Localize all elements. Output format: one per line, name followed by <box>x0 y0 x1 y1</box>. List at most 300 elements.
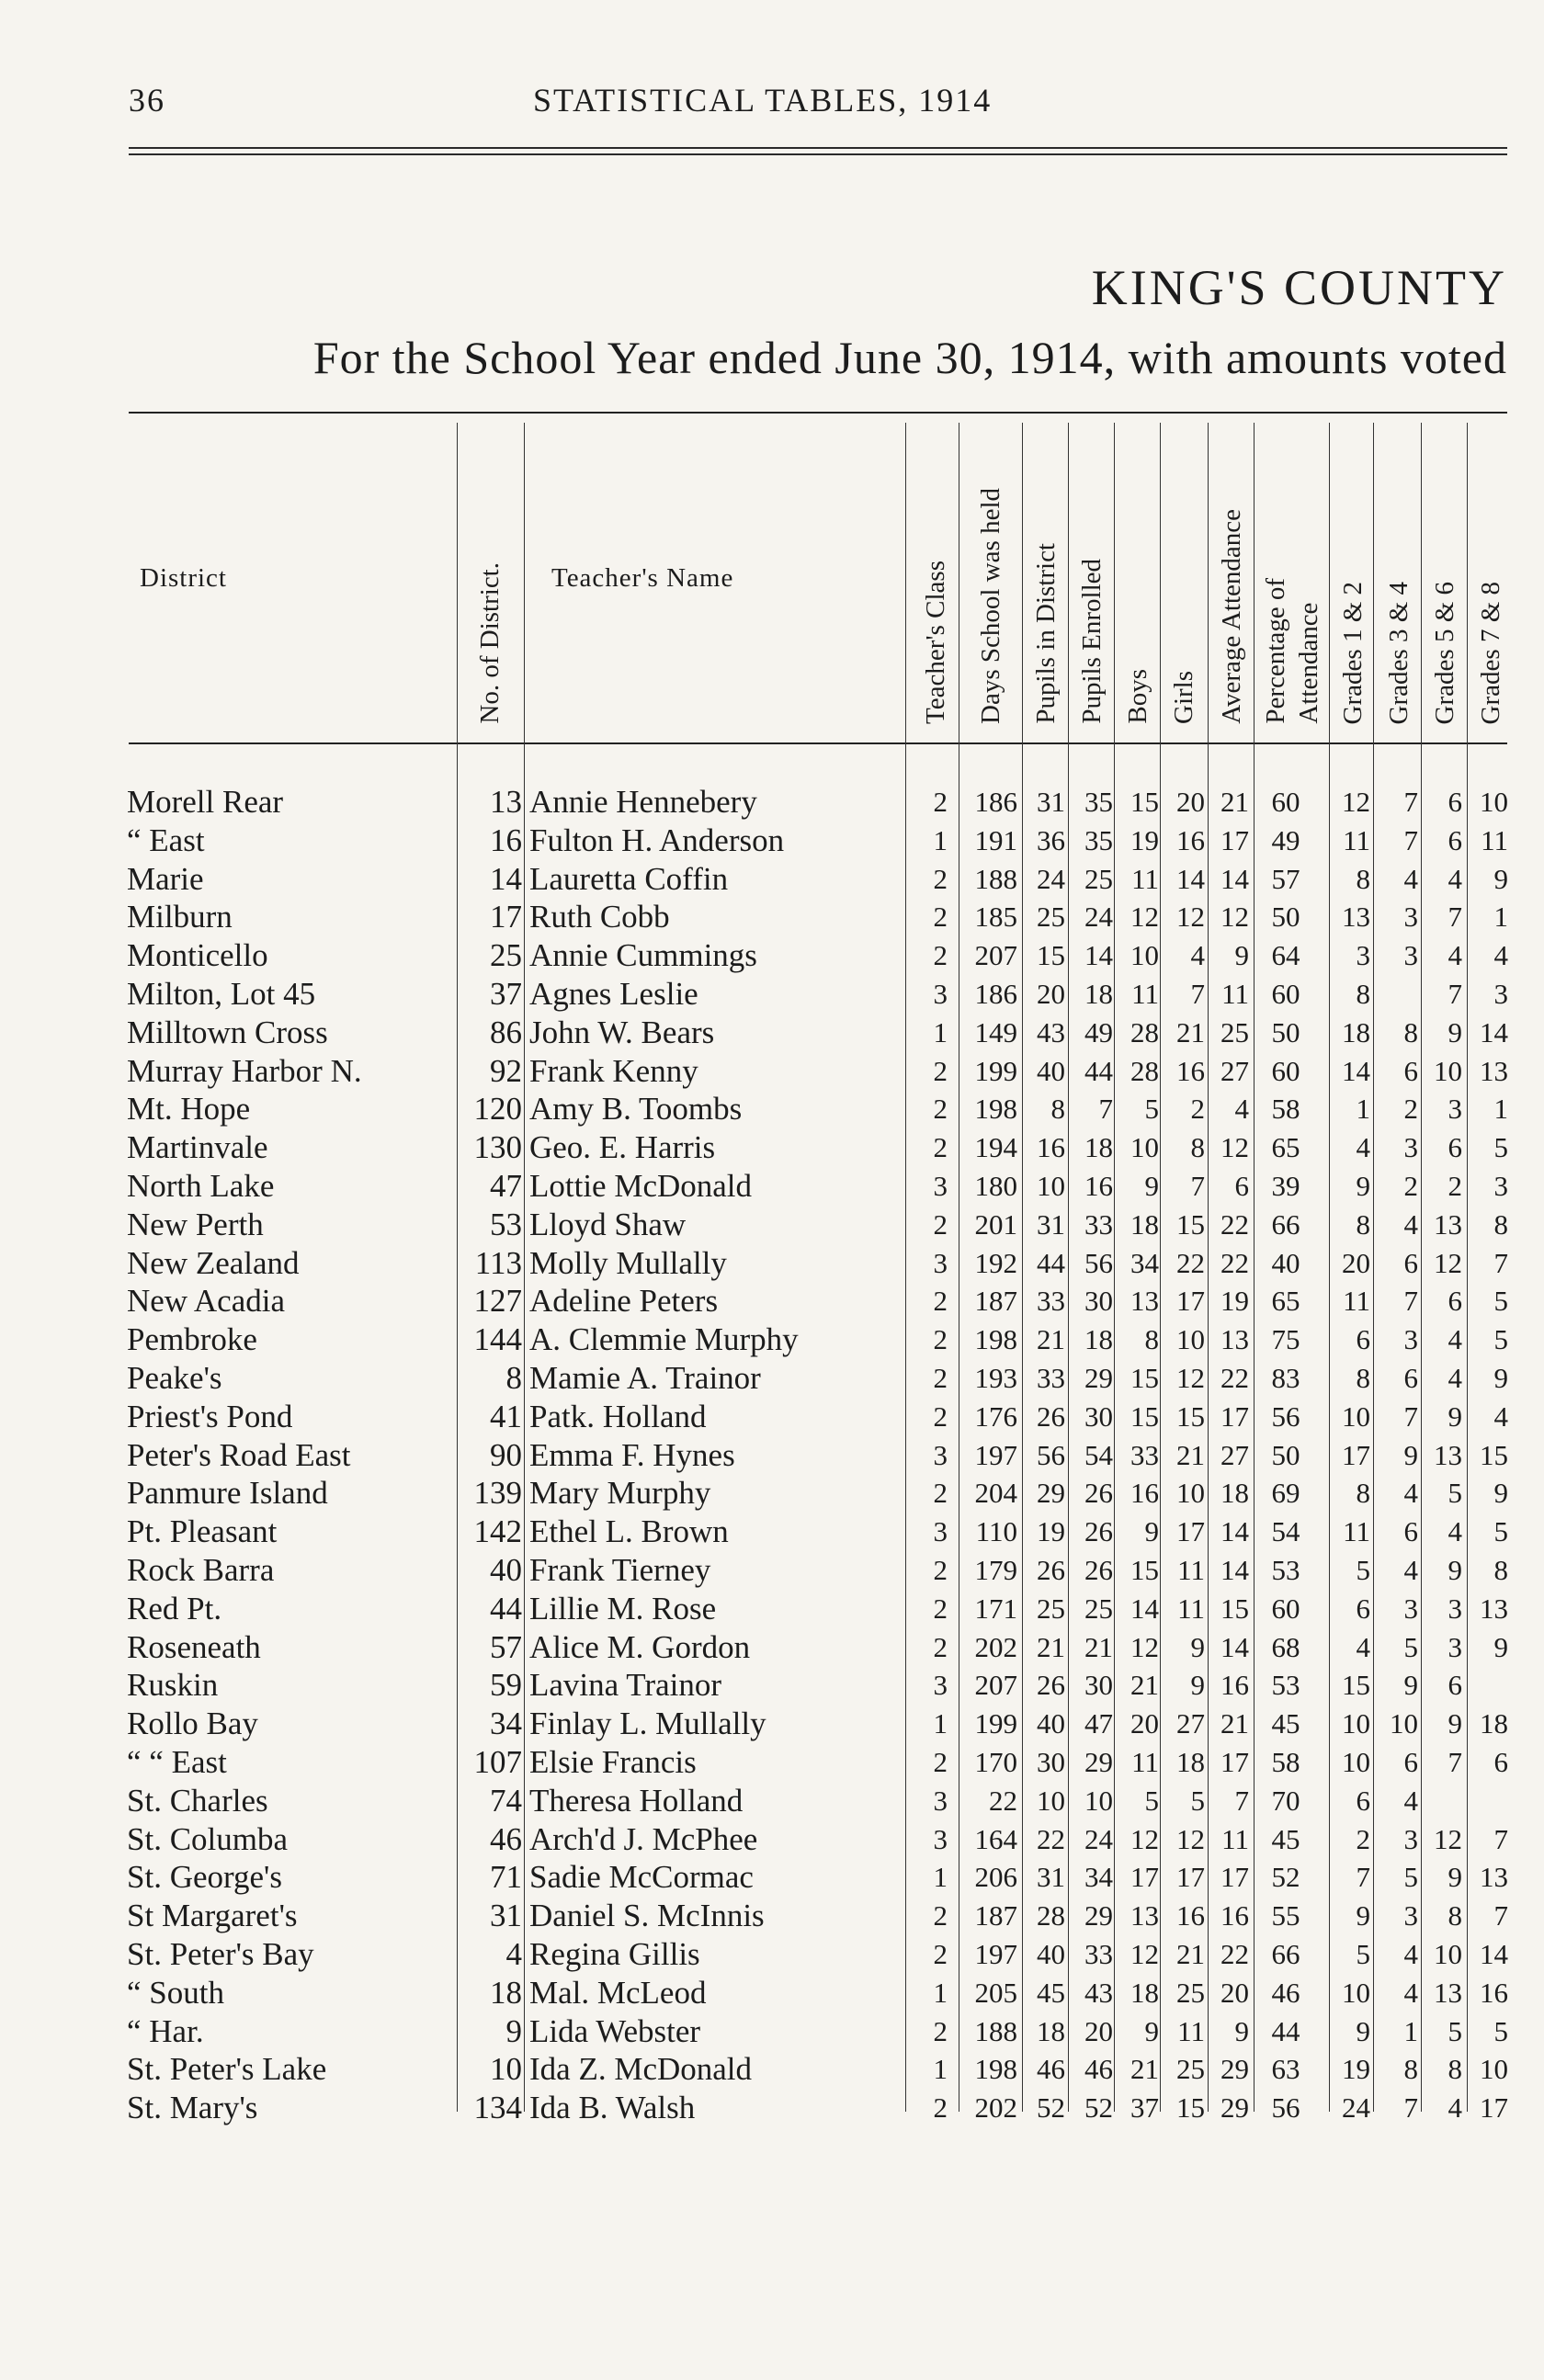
grades-7-8-cell: 17 <box>1480 2091 1508 2125</box>
header-rule <box>129 147 1507 149</box>
district-number-cell: 74 <box>490 1782 522 1819</box>
grades-5-6-cell: 10 <box>1434 1938 1462 1970</box>
average-attendance-cell: 16 <box>1220 1899 1249 1932</box>
grades-5-6-cell: 7 <box>1448 978 1462 1010</box>
average-attendance-cell: 22 <box>1220 1246 1249 1279</box>
percentage-attendance-cell: 68 <box>1271 1630 1300 1663</box>
girls-cell: 8 <box>1190 1131 1205 1164</box>
table-row <box>0 2050 1544 2089</box>
grades-7-8-cell: 7 <box>1493 1899 1508 1932</box>
table-row <box>0 1244 1544 1283</box>
grades-7-8-cell: 4 <box>1493 939 1508 972</box>
boys-cell: 10 <box>1130 1131 1159 1164</box>
grades-1-2-cell: 17 <box>1342 1438 1370 1471</box>
district-cell: “ South <box>127 1974 224 2011</box>
pupils-in-district-cell: 21 <box>1037 1630 1065 1663</box>
pupils-enrolled-cell: 34 <box>1084 1861 1113 1894</box>
percentage-attendance-cell: 75 <box>1271 1323 1300 1356</box>
average-attendance-cell: 14 <box>1220 1554 1249 1586</box>
district-number-cell: 14 <box>490 860 522 897</box>
pupils-enrolled-cell: 46 <box>1084 2053 1113 2086</box>
days-held-cell: 193 <box>974 1362 1017 1394</box>
district-number-cell: 57 <box>490 1628 522 1665</box>
table-row <box>0 1167 1544 1206</box>
average-attendance-cell: 11 <box>1221 978 1249 1010</box>
boys-cell: 18 <box>1130 1207 1159 1241</box>
table-row <box>0 1359 1544 1398</box>
district-number-cell: 92 <box>490 1052 522 1089</box>
grades-7-8-cell: 13 <box>1480 1054 1508 1087</box>
grades-5-6-cell: 4 <box>1448 1362 1462 1394</box>
grades-3-4-cell: 4 <box>1403 1784 1418 1817</box>
grades-3-4-cell: 3 <box>1403 1899 1418 1932</box>
percentage-attendance-cell: 66 <box>1271 1207 1300 1241</box>
pupils-enrolled-cell: 56 <box>1084 1246 1113 1279</box>
running-title: STATISTICAL TABLES, 1914 <box>533 82 993 119</box>
teacher-class-cell: 3 <box>933 1438 948 1471</box>
girls-cell: 7 <box>1190 1170 1205 1202</box>
girls-cell: 15 <box>1176 1207 1205 1241</box>
grades-5-6-cell: 3 <box>1448 1093 1462 1126</box>
district-cell: Red Pt. <box>127 1590 222 1626</box>
district-cell: Milburn <box>127 899 233 935</box>
grades-5-6-cell: 8 <box>1448 2053 1462 2086</box>
percentage-attendance-cell: 63 <box>1271 2053 1300 2086</box>
grades-5-6-cell: 5 <box>1448 2014 1462 2047</box>
pupils-in-district-cell: 40 <box>1037 1938 1065 1970</box>
boys-cell: 18 <box>1130 1976 1159 2009</box>
days-held-cell: 204 <box>974 1477 1017 1510</box>
boys-cell: 21 <box>1130 2053 1159 2086</box>
percentage-attendance-cell: 54 <box>1271 1515 1300 1548</box>
pupils-in-district-cell: 15 <box>1037 939 1065 972</box>
grades-3-4-cell: 4 <box>1403 1477 1418 1510</box>
days-held-cell: 187 <box>974 1285 1017 1318</box>
teacher-class-cell: 2 <box>933 862 948 895</box>
grades-3-4-cell: 4 <box>1403 862 1418 895</box>
district-number-cell: 130 <box>473 1129 522 1166</box>
teacher-name-cell: Mamie A. Trainor <box>529 1360 761 1396</box>
boys-cell: 12 <box>1130 901 1159 934</box>
grades-3-4-cell: 4 <box>1403 1938 1418 1970</box>
pupils-enrolled-cell: 47 <box>1084 1707 1113 1740</box>
percentage-attendance-cell: 57 <box>1271 862 1300 895</box>
table-row <box>0 1474 1544 1513</box>
percentage-attendance-cell: 52 <box>1271 1861 1300 1894</box>
girls-cell: 12 <box>1176 1362 1205 1394</box>
pupils-in-district-cell: 26 <box>1037 1669 1065 1702</box>
boys-cell: 11 <box>1131 978 1159 1010</box>
grades-7-8-cell: 9 <box>1493 1362 1508 1394</box>
teacher-name-cell: A. Clemmie Murphy <box>529 1321 799 1358</box>
percentage-attendance-cell: 55 <box>1271 1899 1300 1932</box>
teacher-class-cell: 2 <box>933 1592 948 1625</box>
grades-3-4-cell: 7 <box>1403 823 1418 856</box>
district-cell: Roseneath <box>127 1628 261 1665</box>
grades-5-6-cell: 5 <box>1448 1477 1462 1510</box>
pupils-enrolled-cell: 30 <box>1084 1400 1113 1433</box>
grades-1-2-cell: 7 <box>1356 1861 1370 1894</box>
teacher-name-cell: Elsie Francis <box>529 1744 697 1780</box>
grades-3-4-cell: 4 <box>1403 1207 1418 1241</box>
average-attendance-cell: 19 <box>1220 1285 1249 1318</box>
page-number: 36 <box>129 82 165 119</box>
girls-cell: 15 <box>1176 2091 1205 2125</box>
average-attendance-cell: 12 <box>1220 901 1249 934</box>
header-rule-thin <box>129 153 1507 155</box>
district-number-cell: 120 <box>473 1091 522 1128</box>
girls-cell: 17 <box>1176 1861 1205 1894</box>
grades-3-4-cell: 5 <box>1403 1630 1418 1663</box>
percentage-attendance-cell: 60 <box>1271 1054 1300 1087</box>
grades-1-2-cell: 11 <box>1343 823 1370 856</box>
girls-cell: 16 <box>1176 1899 1205 1932</box>
grades-5-6-cell: 9 <box>1448 1400 1462 1433</box>
grades-7-8-cell: 5 <box>1493 1323 1508 1356</box>
pupils-in-district-cell: 19 <box>1037 1515 1065 1548</box>
district-number-cell: 46 <box>490 1820 522 1857</box>
grades-1-2-cell: 9 <box>1356 1170 1370 1202</box>
teacher-class-cell: 3 <box>933 1170 948 1202</box>
teacher-class-cell: 3 <box>933 1246 948 1279</box>
table-row <box>0 2012 1544 2051</box>
teacher-class-cell: 3 <box>933 1669 948 1702</box>
boys-cell: 16 <box>1130 1477 1159 1510</box>
girls-cell: 25 <box>1176 1976 1205 2009</box>
teacher-class-cell: 2 <box>933 901 948 934</box>
pupils-in-district-cell: 45 <box>1037 1976 1065 2009</box>
district-number-cell: 47 <box>490 1168 522 1204</box>
boys-cell: 12 <box>1130 1822 1159 1855</box>
pupils-in-district-cell: 18 <box>1037 2014 1065 2047</box>
district-cell: Pembroke <box>127 1321 257 1358</box>
days-held-cell: 202 <box>974 1630 1017 1663</box>
table-row <box>0 783 1544 822</box>
teacher-class-cell: 2 <box>933 1323 948 1356</box>
pupils-in-district-cell: 43 <box>1037 1015 1065 1048</box>
teacher-name-cell: Amy B. Toombs <box>529 1091 743 1128</box>
pupils-enrolled-cell: 18 <box>1084 1131 1113 1164</box>
teacher-class-cell: 2 <box>933 1362 948 1394</box>
boys-cell: 14 <box>1130 1592 1159 1625</box>
percentage-attendance-cell: 56 <box>1271 1400 1300 1433</box>
grades-3-4-cell: 6 <box>1403 1746 1418 1778</box>
grades-7-8-cell: 18 <box>1480 1707 1508 1740</box>
grades-1-2-cell: 10 <box>1342 1400 1370 1433</box>
table-subtitle: For the School Year ended June 30, 1914, with amounts voted <box>312 332 1507 383</box>
percentage-attendance-cell: 64 <box>1271 939 1300 972</box>
grades-1-2-cell: 14 <box>1342 1054 1370 1087</box>
pupils-enrolled-cell: 20 <box>1084 2014 1113 2047</box>
girls-cell: 11 <box>1177 1554 1205 1586</box>
pupils-in-district-cell: 8 <box>1050 1093 1065 1126</box>
boys-cell: 11 <box>1131 862 1159 895</box>
pupils-in-district-cell: 33 <box>1037 1362 1065 1394</box>
percentage-attendance-cell: 60 <box>1271 1592 1300 1625</box>
grades-7-8-cell: 5 <box>1493 1131 1508 1164</box>
days-held-cell: 149 <box>974 1015 1017 1048</box>
table-row <box>0 1935 1544 1974</box>
grades-5-6-cell: 12 <box>1434 1822 1462 1855</box>
column-header-district-label: District <box>140 563 227 593</box>
percentage-attendance-cell: 45 <box>1271 1707 1300 1740</box>
grades-5-6-cell: 6 <box>1448 1669 1462 1702</box>
grades-1-2-cell: 9 <box>1356 1899 1370 1932</box>
pupils-in-district-cell: 36 <box>1037 823 1065 856</box>
grades-3-4-cell: 9 <box>1403 1669 1418 1702</box>
district-cell: Peter's Road East <box>127 1436 351 1473</box>
pupils-enrolled-cell: 33 <box>1084 1938 1113 1970</box>
district-number-cell: 16 <box>490 822 522 858</box>
grades-1-2-cell: 4 <box>1356 1131 1370 1164</box>
average-attendance-cell: 17 <box>1220 823 1249 856</box>
grades-1-2-cell: 12 <box>1342 786 1370 818</box>
pupils-in-district-cell: 26 <box>1037 1554 1065 1586</box>
percentage-attendance-cell: 44 <box>1271 2014 1300 2047</box>
column-header-grades-5-6: Grades 5 & 6 <box>1430 581 1459 724</box>
girls-cell: 9 <box>1190 1669 1205 1702</box>
boys-cell: 5 <box>1144 1093 1159 1126</box>
boys-cell: 9 <box>1144 2014 1159 2047</box>
days-held-cell: 207 <box>974 939 1017 972</box>
teacher-class-cell: 2 <box>933 1630 948 1663</box>
table-row <box>0 1666 1544 1705</box>
grades-7-8-cell: 1 <box>1493 1093 1508 1126</box>
days-held-cell: 202 <box>974 2091 1017 2125</box>
district-number-cell: 8 <box>505 1360 522 1396</box>
average-attendance-cell: 14 <box>1220 1515 1249 1548</box>
grades-1-2-cell: 10 <box>1342 1976 1370 2009</box>
district-number-cell: 127 <box>473 1283 522 1320</box>
pupils-enrolled-cell: 21 <box>1084 1630 1113 1663</box>
girls-cell: 15 <box>1176 1400 1205 1433</box>
teacher-name-cell: John W. Bears <box>529 1014 715 1050</box>
percentage-attendance-cell: 58 <box>1271 1093 1300 1126</box>
pupils-enrolled-cell: 52 <box>1084 2091 1113 2125</box>
teacher-class-cell: 1 <box>933 823 948 856</box>
grades-5-6-cell: 7 <box>1448 1746 1462 1778</box>
table-row <box>0 1014 1544 1052</box>
grades-3-4-cell: 1 <box>1403 2014 1418 2047</box>
grades-1-2-cell: 10 <box>1342 1746 1370 1778</box>
teacher-name-cell: Ida Z. McDonald <box>529 2051 753 2088</box>
grades-5-6-cell: 12 <box>1434 1246 1462 1279</box>
boys-cell: 15 <box>1130 1554 1159 1586</box>
grades-5-6-cell: 3 <box>1448 1630 1462 1663</box>
grades-3-4-cell: 3 <box>1403 1131 1418 1164</box>
pupils-enrolled-cell: 25 <box>1084 1592 1113 1625</box>
table-row <box>0 1858 1544 1897</box>
district-number-cell: 37 <box>490 976 522 1012</box>
teacher-name-cell: Lavina Trainor <box>529 1667 722 1704</box>
district-cell: St. Charles <box>127 1782 268 1819</box>
average-attendance-cell: 14 <box>1220 862 1249 895</box>
boys-cell: 8 <box>1144 1323 1159 1356</box>
days-held-cell: 164 <box>974 1822 1017 1855</box>
grades-1-2-cell: 11 <box>1343 1285 1370 1318</box>
running-head <box>129 81 1507 127</box>
teacher-class-cell: 2 <box>933 1400 948 1433</box>
district-cell: St. Mary's <box>127 2090 258 2126</box>
grades-5-6-cell: 9 <box>1448 1861 1462 1894</box>
teacher-class-cell: 2 <box>933 1746 948 1778</box>
grades-5-6-cell: 4 <box>1448 1323 1462 1356</box>
grades-5-6-cell: 6 <box>1448 1285 1462 1318</box>
pupils-enrolled-cell: 18 <box>1084 978 1113 1010</box>
column-header-pupils-enrolled: Pupils Enrolled <box>1077 559 1107 724</box>
pupils-enrolled-cell: 24 <box>1084 1822 1113 1855</box>
district-cell: Milton, Lot 45 <box>127 976 316 1012</box>
district-cell: Rollo Bay <box>127 1706 258 1742</box>
grades-7-8-cell: 5 <box>1493 2014 1508 2047</box>
grades-1-2-cell: 9 <box>1356 2014 1370 2047</box>
pupils-in-district-cell: 24 <box>1037 862 1065 895</box>
table-row <box>0 936 1544 975</box>
grades-1-2-cell: 5 <box>1356 1554 1370 1586</box>
district-cell: Peake's <box>127 1360 222 1396</box>
teacher-class-cell: 2 <box>933 786 948 818</box>
teacher-name-cell: Patk. Holland <box>529 1398 707 1434</box>
boys-cell: 20 <box>1130 1707 1159 1740</box>
days-held-cell: 185 <box>974 901 1017 934</box>
grades-3-4-cell: 10 <box>1390 1707 1418 1740</box>
percentage-attendance-cell: 69 <box>1271 1477 1300 1510</box>
table-row <box>0 1282 1544 1320</box>
header-bottom-rule <box>129 742 1507 744</box>
days-held-cell: 110 <box>975 1515 1017 1548</box>
pupils-enrolled-cell: 30 <box>1084 1285 1113 1318</box>
pupils-enrolled-cell: 24 <box>1084 901 1113 934</box>
teacher-name-cell: Mary Murphy <box>529 1475 711 1512</box>
district-number-cell: 53 <box>490 1206 522 1242</box>
grades-3-4-cell: 7 <box>1403 1400 1418 1433</box>
teacher-class-cell: 2 <box>933 1093 948 1126</box>
district-cell: Rock Barra <box>127 1552 275 1588</box>
teacher-name-cell: Ida B. Walsh <box>529 2090 696 2126</box>
grades-3-4-cell: 3 <box>1403 901 1418 934</box>
table-row <box>0 1974 1544 2012</box>
average-attendance-cell: 27 <box>1220 1438 1249 1471</box>
teacher-class-cell: 1 <box>933 1015 948 1048</box>
teacher-name-cell: Ruth Cobb <box>529 899 670 935</box>
pupils-enrolled-cell: 29 <box>1084 1746 1113 1778</box>
district-cell: St. George's <box>127 1859 282 1896</box>
grades-1-2-cell: 8 <box>1356 1362 1370 1394</box>
girls-cell: 27 <box>1176 1707 1205 1740</box>
grades-3-4-cell: 8 <box>1403 2053 1418 2086</box>
grades-1-2-cell: 3 <box>1356 939 1370 972</box>
teacher-name-cell: Lloyd Shaw <box>529 1206 687 1242</box>
column-header-girls: Girls <box>1169 671 1198 724</box>
days-held-cell: 176 <box>974 1400 1017 1433</box>
grades-3-4-cell: 8 <box>1403 1015 1418 1048</box>
district-number-cell: 144 <box>473 1321 522 1358</box>
district-number-cell: 40 <box>490 1552 522 1588</box>
district-number-cell: 59 <box>490 1667 522 1704</box>
average-attendance-cell: 9 <box>1234 2014 1249 2047</box>
pupils-enrolled-cell: 26 <box>1084 1554 1113 1586</box>
pupils-enrolled-cell: 44 <box>1084 1054 1113 1087</box>
girls-cell: 21 <box>1176 1015 1205 1048</box>
girls-cell: 22 <box>1176 1246 1205 1279</box>
grades-3-4-cell: 6 <box>1403 1515 1418 1548</box>
grades-5-6-cell: 3 <box>1448 1592 1462 1625</box>
average-attendance-cell: 17 <box>1220 1400 1249 1433</box>
district-cell: New Acadia <box>127 1283 286 1320</box>
days-held-cell: 179 <box>974 1554 1017 1586</box>
pupils-enrolled-cell: 29 <box>1084 1362 1113 1394</box>
days-held-cell: 186 <box>974 786 1017 818</box>
days-held-cell: 171 <box>974 1592 1017 1625</box>
pupils-in-district-cell: 20 <box>1037 978 1065 1010</box>
boys-cell: 9 <box>1144 1170 1159 1202</box>
grades-5-6-cell: 6 <box>1448 786 1462 818</box>
grades-3-4-cell: 7 <box>1403 1285 1418 1318</box>
pupils-in-district-cell: 25 <box>1037 901 1065 934</box>
teacher-class-cell: 2 <box>933 1938 948 1970</box>
teacher-class-cell: 1 <box>933 2053 948 2086</box>
district-cell: Ruskin <box>127 1667 219 1704</box>
grades-1-2-cell: 13 <box>1342 901 1370 934</box>
average-attendance-cell: 22 <box>1220 1207 1249 1241</box>
district-cell: Morell Rear <box>127 784 284 820</box>
average-attendance-cell: 13 <box>1220 1323 1249 1356</box>
days-held-cell: 197 <box>974 1438 1017 1471</box>
grades-1-2-cell: 6 <box>1356 1784 1370 1817</box>
pupils-enrolled-cell: 26 <box>1084 1477 1113 1510</box>
grades-3-4-cell: 3 <box>1403 1822 1418 1855</box>
percentage-attendance-cell: 39 <box>1271 1170 1300 1202</box>
grades-5-6-cell: 13 <box>1434 1438 1462 1471</box>
teacher-name-cell: Annie Hennebery <box>529 784 757 820</box>
district-cell: St Margaret's <box>127 1898 298 1934</box>
district-cell: Marie <box>127 860 204 897</box>
pupils-in-district-cell: 26 <box>1037 1400 1065 1433</box>
grades-5-6-cell: 6 <box>1448 1131 1462 1164</box>
teacher-class-cell: 2 <box>933 1899 948 1932</box>
days-held-cell: 199 <box>974 1054 1017 1087</box>
grades-7-8-cell: 6 <box>1493 1746 1508 1778</box>
girls-cell: 5 <box>1190 1784 1205 1817</box>
teacher-class-cell: 1 <box>933 1976 948 2009</box>
average-attendance-cell: 17 <box>1220 1746 1249 1778</box>
pupils-in-district-cell: 30 <box>1037 1746 1065 1778</box>
teacher-class-cell: 3 <box>933 1822 948 1855</box>
pupils-enrolled-cell: 33 <box>1084 1207 1113 1241</box>
girls-cell: 10 <box>1176 1323 1205 1356</box>
grades-3-4-cell: 7 <box>1403 786 1418 818</box>
percentage-attendance-cell: 53 <box>1271 1669 1300 1702</box>
teacher-name-cell: Ethel L. Brown <box>529 1513 729 1550</box>
grades-7-8-cell: 5 <box>1493 1285 1508 1318</box>
table-row <box>0 1513 1544 1551</box>
table-row <box>0 975 1544 1014</box>
teacher-name-cell: Adeline Peters <box>529 1283 719 1320</box>
grades-1-2-cell: 2 <box>1356 1822 1370 1855</box>
table-row <box>0 1090 1544 1128</box>
teacher-name-cell: Agnes Leslie <box>529 976 698 1012</box>
boys-cell: 12 <box>1130 1630 1159 1663</box>
pupils-enrolled-cell: 25 <box>1084 862 1113 895</box>
days-held-cell: 186 <box>974 978 1017 1010</box>
table-row <box>0 1628 1544 1667</box>
teacher-name-cell: Geo. E. Harris <box>529 1129 716 1166</box>
boys-cell: 5 <box>1144 1784 1159 1817</box>
pupils-enrolled-cell: 18 <box>1084 1323 1113 1356</box>
district-cell: Milltown Cross <box>127 1014 328 1050</box>
grades-7-8-cell: 14 <box>1480 1938 1508 1970</box>
teacher-class-cell: 2 <box>933 1285 948 1318</box>
